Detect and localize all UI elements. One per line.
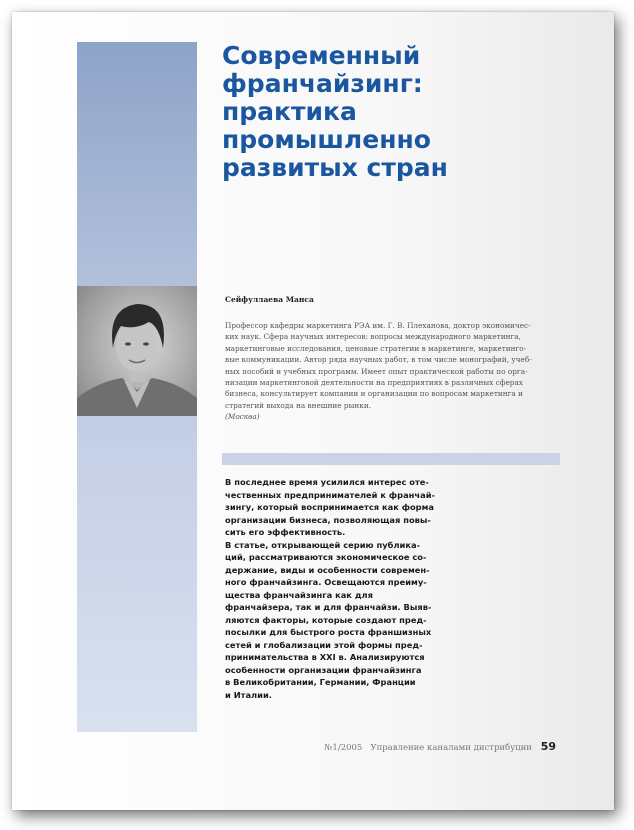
abstract-line: особенности организации франчайзинга	[225, 664, 422, 675]
section-divider-bar	[222, 453, 560, 465]
bio-line: бизнеса, консультирует компании и организации по вопросам маркетинга и	[225, 389, 523, 399]
page-number: 59	[540, 740, 556, 753]
title-line: промышленно	[222, 125, 431, 154]
abstract-line: принимательства в XXI в. Анализируются	[225, 652, 425, 662]
bio-line: ных пособий и учебных программ. Имеет опыт практической работы по орга-	[225, 366, 528, 376]
abstract-line: в Великобритании, Германии, Франции	[225, 677, 416, 687]
abstract-line: организации бизнеса, позволяющая повы-	[225, 514, 431, 525]
bio-line: низации маркетинговой деятельности на предприятиях в различных сферах	[225, 378, 523, 388]
bio-line: вые коммуникации. Автор ряда научных работ, в том числе монографий, учеб-	[225, 355, 532, 365]
page-footer	[324, 740, 556, 753]
article-title	[222, 42, 522, 182]
abstract-line: посылки для быстрого роста франшизных	[225, 627, 432, 637]
abstract-line: и Италии.	[225, 689, 272, 700]
abstract-line: ляются факторы, которые создают пред-	[225, 614, 427, 625]
abstract-line: чественных предпринимателей к франчай-	[225, 489, 435, 500]
bio-line: Профессор кафедры маркетинга РЭА им. Г. В. Плеханова, доктор экономичес-	[225, 321, 531, 330]
journal-name: Управление каналами дистрибуции	[370, 743, 532, 753]
abstract-line: ций, рассматриваются экономическое со-	[225, 552, 427, 562]
author-bio	[225, 320, 560, 423]
magazine-page	[12, 12, 614, 810]
abstract-line: держание, виды и особенности современ-	[225, 564, 430, 575]
abstract-line: сетей и глобализации этой формы пред-	[225, 639, 423, 650]
abstract-line: В последнее время усилился интерес оте-	[225, 477, 429, 487]
abstract-line: франчайзера, так и для франчайзи. Выяв-	[225, 602, 432, 612]
title-line: Современный	[222, 41, 421, 70]
author-city: (Москва)	[225, 412, 260, 422]
title-line: развитых стран	[222, 153, 448, 182]
abstract-line: ного франчайзинга. Освещаются преиму-	[225, 577, 427, 587]
title-line: франчайзинг:	[222, 69, 423, 98]
bio-line: стратегий выхода на внешние рынки.	[225, 400, 372, 410]
title-line: практика	[222, 97, 357, 126]
abstract-line: сить его эффективность.	[225, 527, 346, 537]
abstract-line: щества франчайзинга как для	[225, 589, 373, 600]
article-abstract	[225, 476, 495, 701]
abstract-line: зингу, который воспринимается как форма	[225, 502, 434, 512]
issue-number: №1/2005	[324, 743, 363, 753]
abstract-line: В статье, открывающей серию публика-	[225, 539, 421, 550]
author-name: Сейфуллаева Манса	[225, 295, 314, 304]
author-portrait-image	[77, 286, 197, 416]
bio-line: ких наук. Сфера научных интересов: вопросы международного маркетинга,	[225, 332, 521, 342]
author-photo	[77, 286, 197, 416]
bio-line: маркетинговые исследования, ценовые стратегии в маркетинге, маркетинго-	[225, 343, 527, 353]
